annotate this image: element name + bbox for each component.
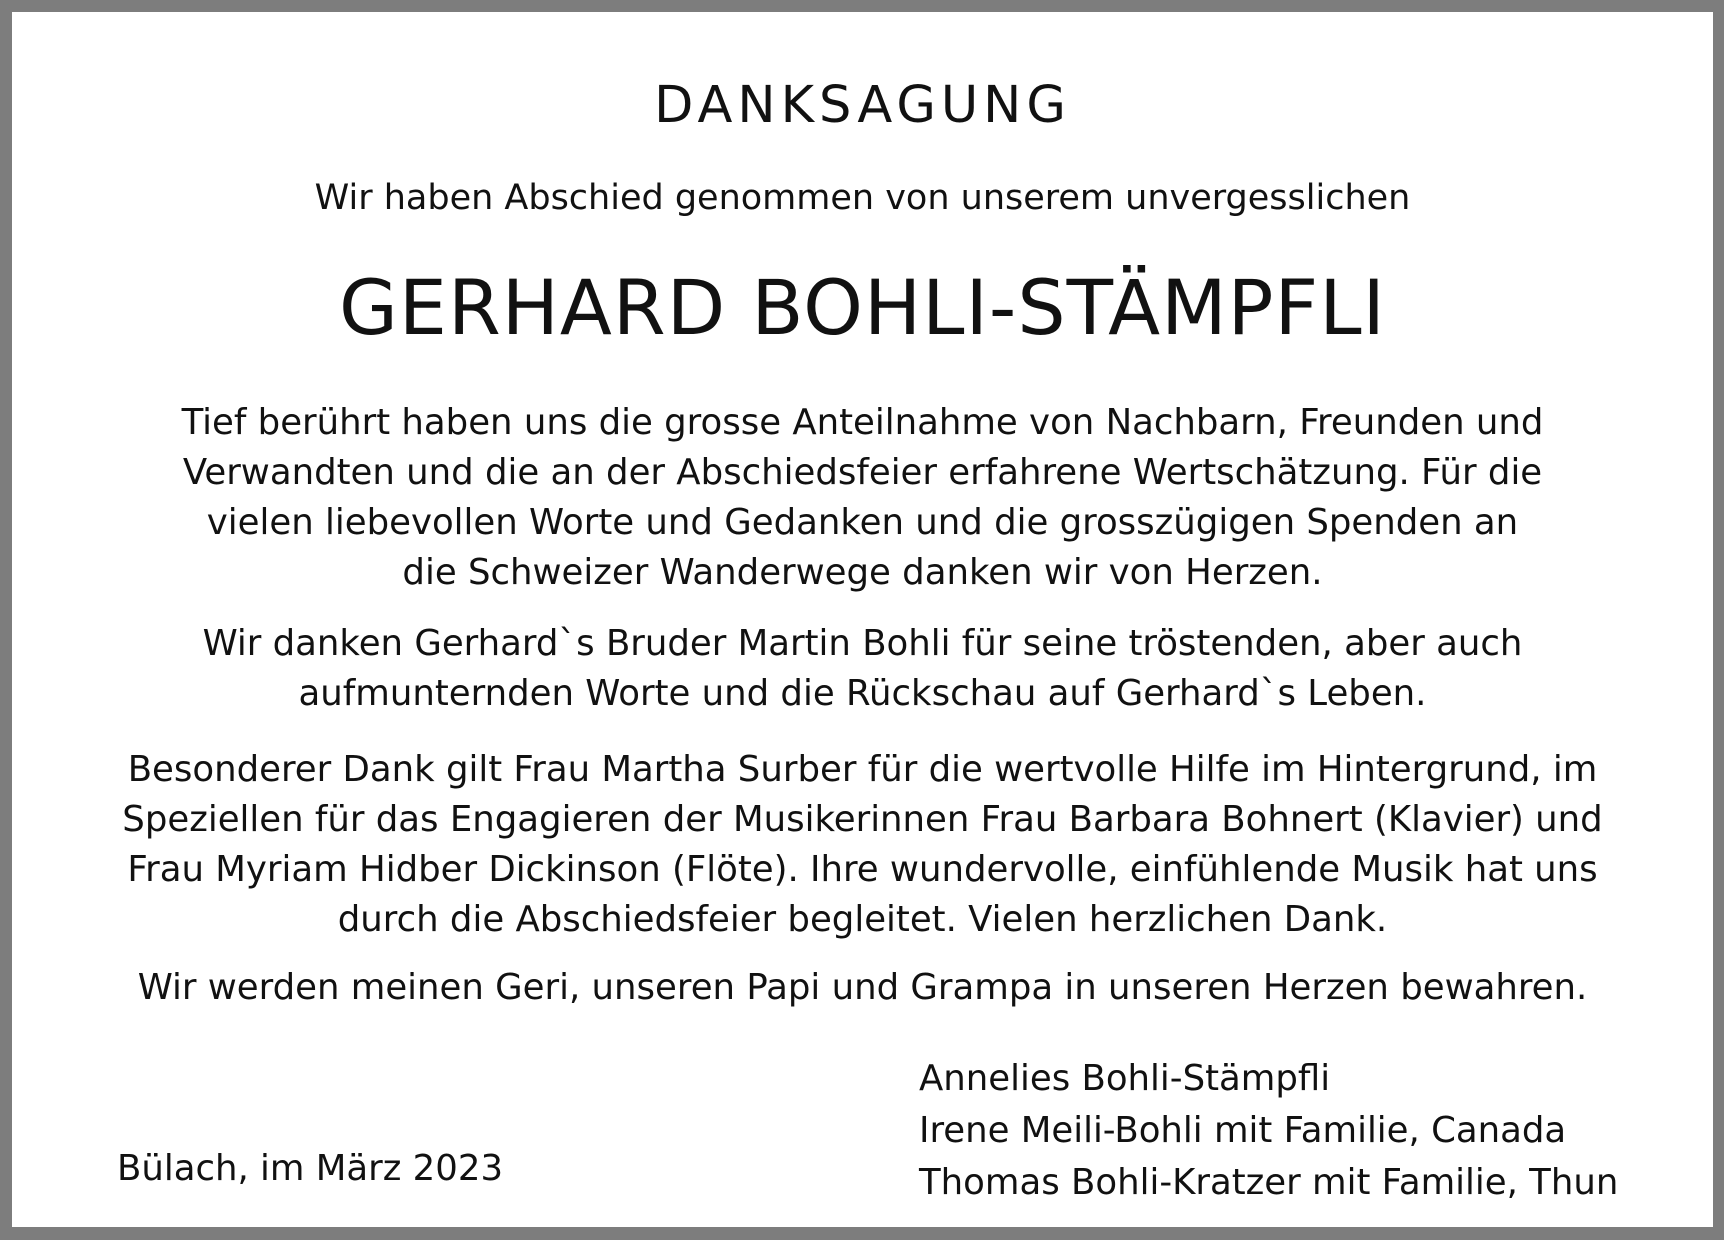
paragraph-closing	[12, 967, 1713, 1008]
paragraph-line: durch die Abschiedsfeier begleitet. Vielen herzlichen Dank.	[337, 899, 1388, 940]
paragraph-line: Besonderer Dank gilt Frau Martha Surber für die wertvolle Hilfe im Hintergrund, im	[127, 749, 1598, 790]
paragraph-line: aufmunternden Worte und die Rückschau auf Gerhard`s Leben.	[298, 673, 1427, 714]
paragraph-line: die Schweizer Wanderwege danken wir von Herzen.	[402, 552, 1323, 593]
signer: Irene Meili-Bohli mit Familie, Canada	[919, 1110, 1567, 1151]
paragraph-thanks-brother	[12, 619, 1713, 719]
paragraph-line: vielen liebevollen Worte und Gedanken und die grosszügigen Spenden an	[206, 502, 1519, 543]
signers-list	[919, 1053, 1618, 1209]
paragraph-line: Wir werden meinen Geri, unseren Papi und Grampa in unseren Herzen bewahren.	[137, 967, 1588, 1008]
place-and-date: Bülach, im März 2023	[117, 1148, 504, 1189]
signer: Thomas Bohli-Kratzer mit Familie, Thun	[919, 1162, 1619, 1203]
heading-danksagung: DANKSAGUNG	[654, 76, 1071, 135]
paragraph-line: Tief berührt haben uns die grosse Anteilnahme von Nachbarn, Freunden und	[181, 402, 1544, 443]
paragraph-line: Frau Myriam Hidber Dickinson (Flöte). Ihre wundervolle, einfühlende Musik hat uns	[127, 849, 1598, 890]
paragraph-thanks-music	[12, 745, 1713, 945]
paragraph-line: Wir danken Gerhard`s Bruder Martin Bohli für seine tröstenden, aber auch	[202, 623, 1523, 664]
intro-text: Wir haben Abschied genommen von unserem unvergesslichen	[314, 178, 1411, 218]
paragraph-thanks-sympathy	[12, 398, 1713, 598]
signer: Annelies Bohli-Stämpfli	[919, 1058, 1331, 1099]
paragraph-line: Speziellen für das Engagieren der Musikerinnen Frau Barbara Bohnert (Klavier) und	[122, 799, 1603, 840]
paragraph-line: Verwandten und die an der Abschiedsfeier erfahrene Wertschätzung. Für die	[182, 452, 1543, 493]
deceased-name: GERHARD BOHLI-STÄMPFLI	[339, 263, 1386, 352]
